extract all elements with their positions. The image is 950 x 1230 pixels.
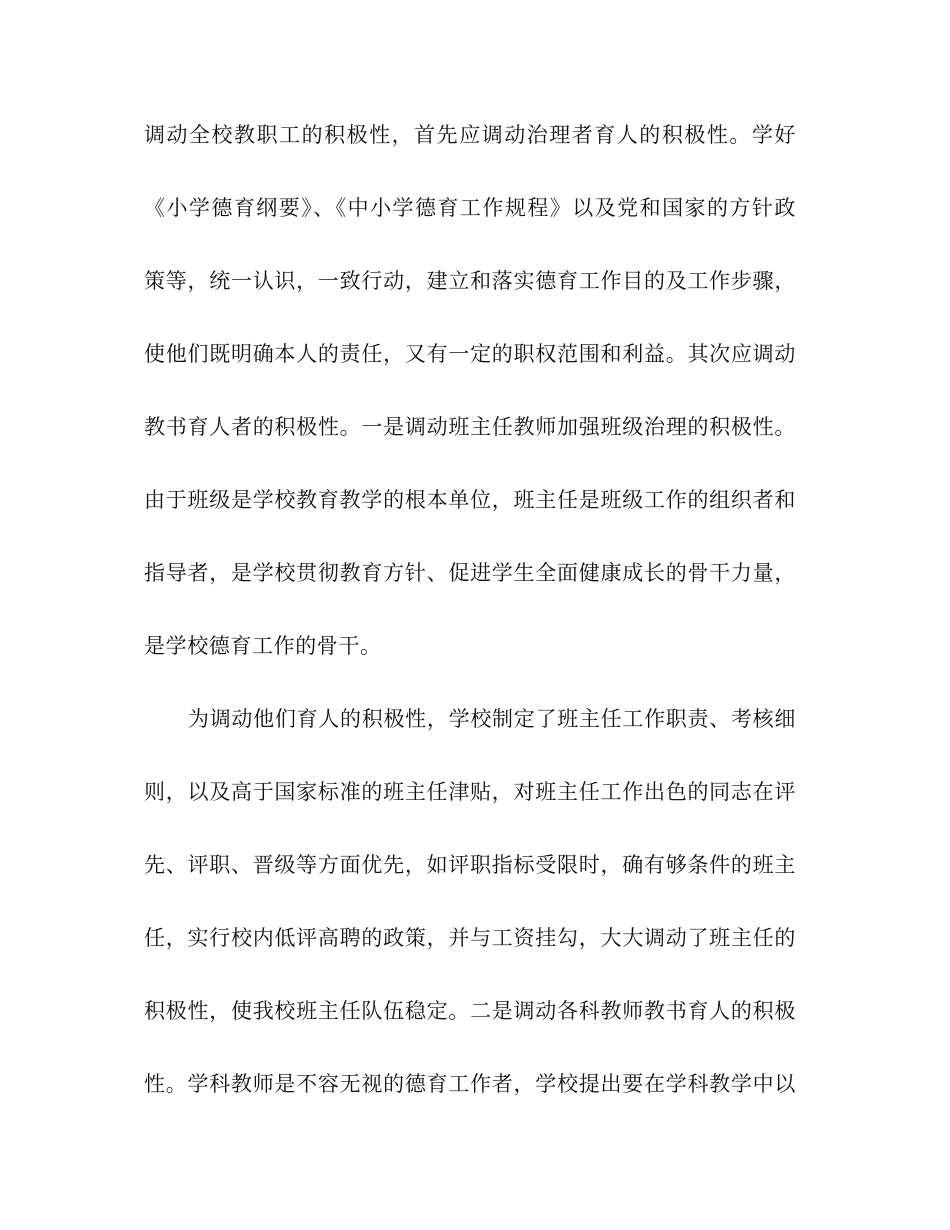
- paragraph-1-line-1: 调动全校教职工的积极性，首先应调动治理者育人的积极性。学好: [144, 123, 796, 147]
- paragraph-1-line-8: 是学校德育工作的骨干。: [144, 634, 382, 658]
- paragraph-2-line-4: 任，实行校内低评高聘的政策，并与工资挂勾，大大调动了班主任的: [144, 926, 796, 950]
- paragraph-2-line-3: 先、评职、晋级等方面优先，如评职指标受限时，确有够条件的班主: [144, 853, 796, 877]
- paragraph-1-line-7: 指导者，是学校贯彻教育方针、促进学生全面健康成长的骨干力量，: [144, 561, 796, 585]
- paragraph-2-line-1: 为调动他们育人的积极性，学校制定了班主任工作职责、考核细: [188, 707, 796, 731]
- paragraph-1-line-2: 《小学德育纲要》、《中小学德育工作规程》以及党和国家的方针政: [144, 196, 796, 220]
- paragraph-2-line-2: 则，以及高于国家标准的班主任津贴，对班主任工作出色的同志在评: [144, 780, 796, 804]
- paragraph-2-line-6: 性。学科教师是不容无视的德育工作者，学校提出要在学科教学中以: [144, 1072, 796, 1096]
- paragraph-1-line-4: 使他们既明确本人的责任，又有一定的职权范围和利益。其次应调动: [144, 342, 796, 366]
- paragraph-1-line-6: 由于班级是学校教育教学的根本单位，班主任是班级工作的组织者和: [144, 488, 796, 512]
- paragraph-1-line-5: 教书育人者的积极性。一是调动班主任教师加强班级治理的积极性。: [144, 415, 796, 439]
- paragraph-1-line-3: 策等，统一认识，一致行动，建立和落实德育工作目的及工作步骤，: [144, 269, 796, 293]
- paragraph-2-line-5: 积极性，使我校班主任队伍稳定。二是调动各科教师教书育人的积极: [144, 999, 796, 1023]
